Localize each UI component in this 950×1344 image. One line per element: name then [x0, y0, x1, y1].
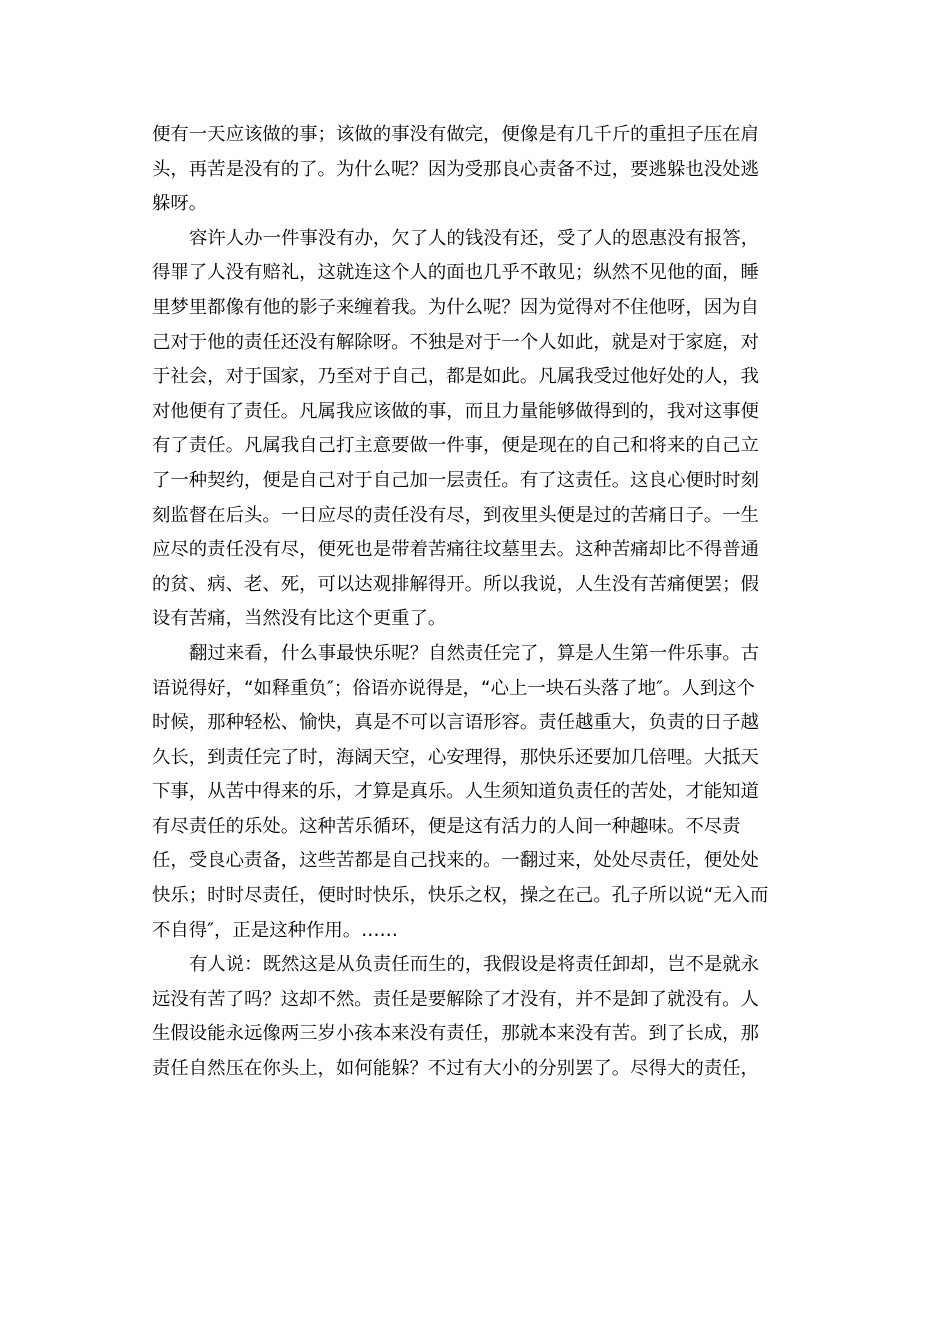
- text-line: 设有苦痛，当然没有比这个更重了。: [152, 608, 447, 630]
- text-line: 头，再苦是没有的了。为什么呢？因为受那良心责备不过，要逃躲也没处逃: [152, 158, 759, 180]
- text-line: 任，受良心责备，这些苦都是自己找来的。一翻过来，处处尽责任，便处处: [152, 850, 759, 872]
- text-line: 责任自然压在你头上，如何能躲？不过有大小的分别罢了。尽得大的责任，: [152, 1058, 759, 1080]
- text-line: 躲呀。: [152, 193, 208, 215]
- paragraph-1: [152, 118, 800, 222]
- body-text: [152, 118, 800, 1087]
- text-line: 不自得″，正是这种作用。……: [152, 919, 398, 941]
- text-line: 对他便有了责任。凡属我应该做的事，而且力量能够做得到的，我对这事便: [152, 400, 759, 422]
- text-line: 应尽的责任没有尽，便死也是带着苦痛往坟墓里去。这种苦痛却比不得普通: [152, 539, 759, 561]
- text-line: 便有一天应该做的事；该做的事没有做完，便像是有几千斤的重担子压在肩: [152, 124, 759, 145]
- text-line: 己对于他的责任还没有解除呀。不独是对于一个人如此，就是对于家庭，对: [152, 331, 759, 353]
- text-line: 生假设能永远像两三岁小孩本来没有责任，那就本来没有苦。到了长成，那: [152, 1023, 759, 1045]
- text-line: 的贫、病、老、死，可以达观排解得开。所以我说，人生没有苦痛便罢；假: [152, 573, 759, 595]
- text-line: 了一种契约，便是自己对于自己加一层责任。有了这责任。这良心便时时刻: [152, 469, 759, 491]
- text-line: 有尽责任的乐处。这种苦乐循环，便是这有活力的人间一种趣味。不尽责: [152, 815, 741, 837]
- text-line: 时候，那种轻松、愉快，真是不可以言语形容。责任越重大，负责的日子越: [152, 712, 759, 734]
- text-line: 容许人办一件事没有办，欠了人的钱没有还，受了人的恩惠没有报答，: [189, 227, 760, 249]
- text-line: 翻过来看，什么事最快乐呢？自然责任完了，算是人生第一件乐事。古: [189, 642, 760, 664]
- text-line: 刻监督在后头。一日应尽的责任没有尽，到夜里头便是过的苦痛日子。一生: [152, 504, 759, 526]
- text-line: 快乐；时时尽责任，便时时快乐，快乐之权，操之在己。孔子所以说“无入而: [152, 885, 769, 907]
- paragraph-2: [152, 222, 800, 637]
- text-line: 里梦里都像有他的影子来缠着我。为什么呢？因为觉得对不住他呀，因为自: [152, 296, 759, 318]
- text-line: 远没有苦了吗？这却不然。责任是要解除了才没有，并不是卸了就没有。人: [152, 988, 759, 1010]
- paragraph-3: [152, 637, 800, 948]
- text-line: 有人说：既然这是从负责任而生的，我假设是将责任卸却，岂不是就永: [189, 954, 760, 976]
- text-line: 语说得好，“如释重负″；俗语亦说得是，“心上一块石头落了地″。人到这个: [152, 677, 755, 699]
- text-line: 得罪了人没有赔礼，这就连这个人的面也几乎不敢见；纵然不见他的面，睡: [152, 262, 759, 284]
- text-line: 于社会，对于国家，乃至对于自己，都是如此。凡属我受过他好处的人，我: [152, 366, 759, 388]
- paragraph-4: [152, 948, 800, 1086]
- text-line: 下事，从苦中得来的乐，才算是真乐。人生须知道负责任的苦处，才能知道: [152, 781, 759, 803]
- text-line: 有了责任。凡属我自己打主意要做一件事，便是现在的自己和将来的自己立: [152, 435, 759, 457]
- text-line: 久长，到责任完了时，海阔天空，心安理得，那快乐还要加几倍哩。大抵天: [152, 746, 759, 768]
